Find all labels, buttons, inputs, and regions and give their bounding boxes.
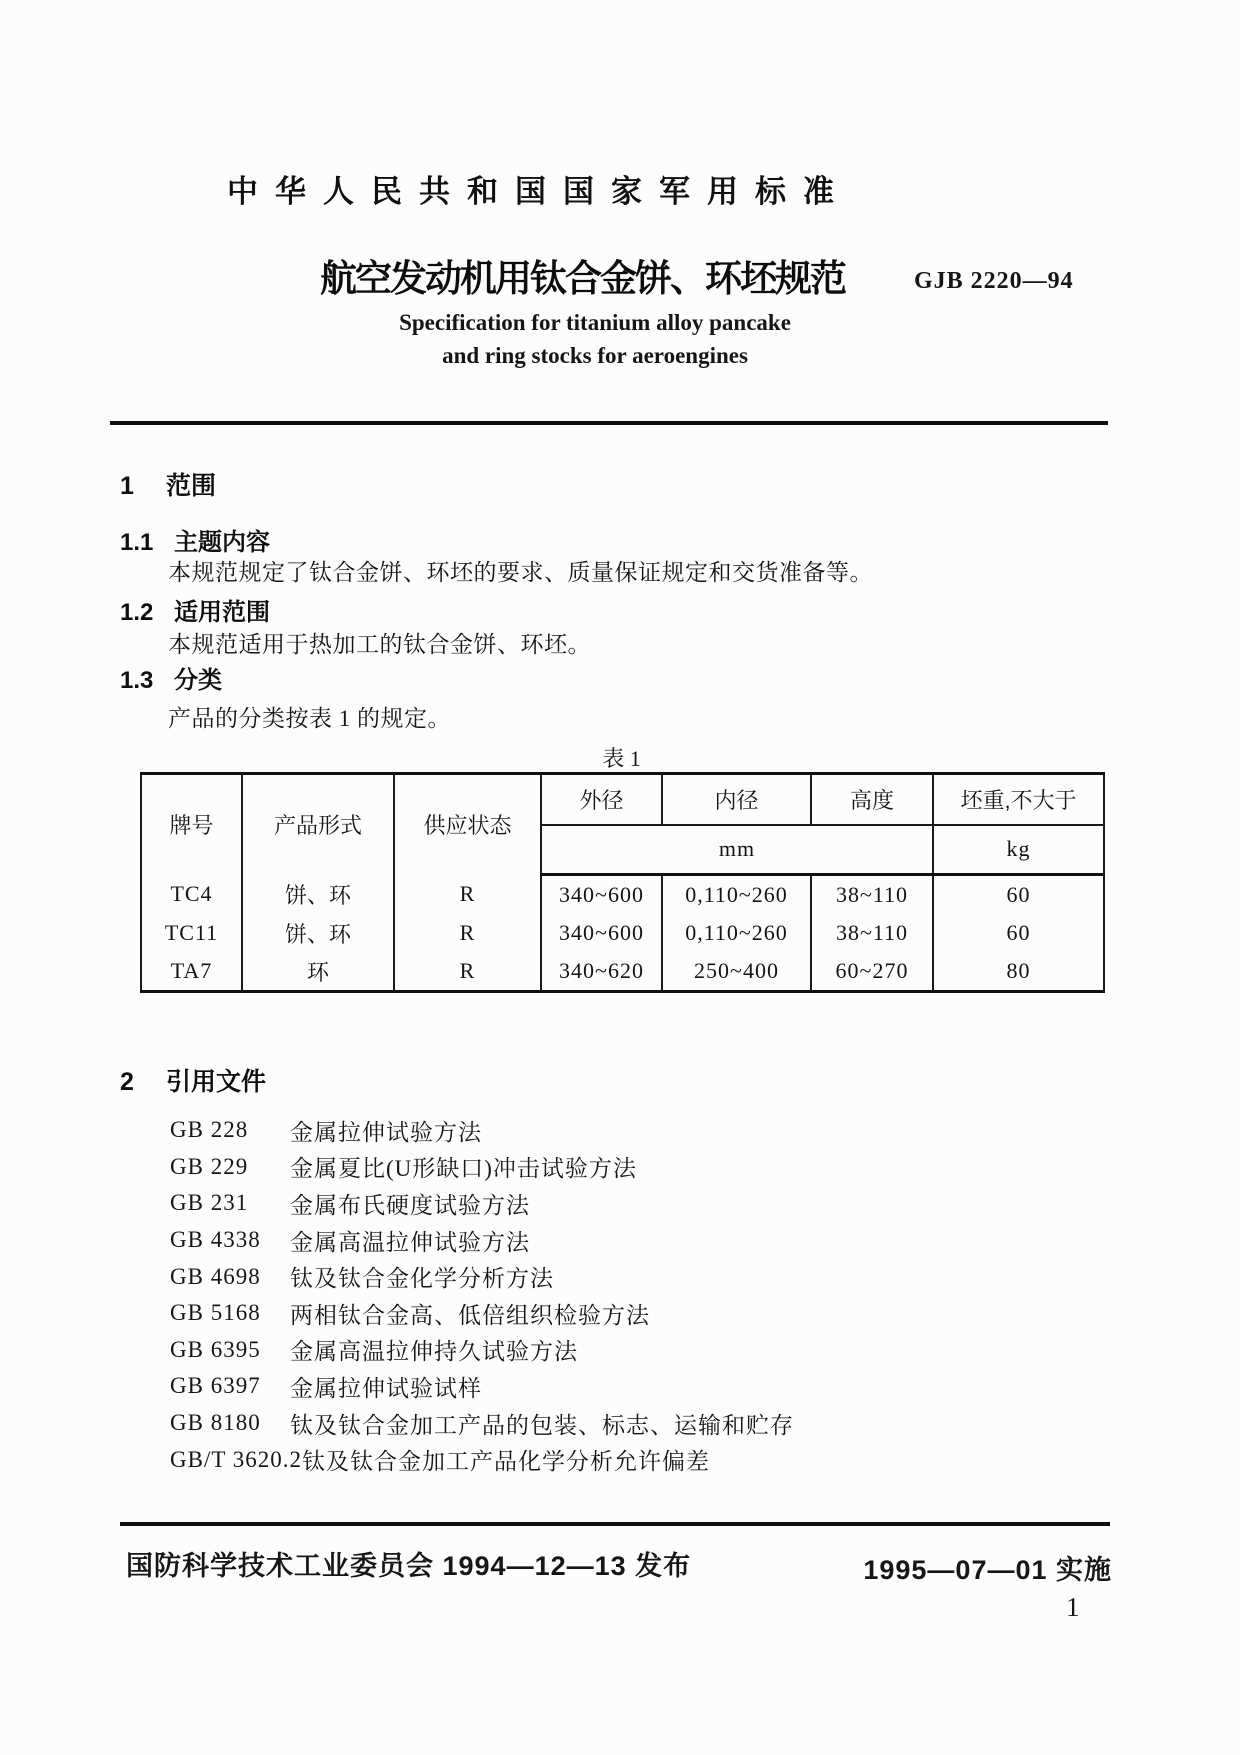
reference-code: GB 4338 xyxy=(170,1227,261,1253)
cell-form: 饼、环 xyxy=(242,875,394,914)
reference-title: 金属夏比(U形缺口)冲击试验方法 xyxy=(290,1156,637,1182)
col-header-outer-diameter: 外径 xyxy=(541,774,662,825)
reference-code: GB 4698 xyxy=(170,1263,261,1289)
page-number: 1 xyxy=(1066,1592,1080,1622)
document-title-en-line1: Specification for titanium alloy pancake xyxy=(399,310,791,335)
reference-code: GB 6395 xyxy=(170,1336,261,1362)
cell-weight: 60 xyxy=(933,875,1104,914)
col-header-grade: 牌号 xyxy=(141,774,242,875)
cell-id: 0,110~260 xyxy=(662,914,811,953)
section-1-heading xyxy=(120,466,216,502)
footer-divider-rule xyxy=(120,1522,1110,1526)
table-row xyxy=(141,914,1104,953)
table-row xyxy=(141,953,1104,992)
list-item xyxy=(170,1112,930,1149)
classification-table xyxy=(140,772,1105,993)
cell-form: 环 xyxy=(242,953,394,992)
reference-title: 金属高温拉伸持久试验方法 xyxy=(290,1339,578,1365)
cell-grade: TC11 xyxy=(141,914,242,953)
section-1-3-heading xyxy=(120,660,222,695)
col-header-height: 高度 xyxy=(811,774,933,825)
standard-number: GJB 2220—94 xyxy=(914,268,1074,294)
reference-title: 金属布氏硬度试验方法 xyxy=(290,1192,530,1218)
reference-code: GB 6397 xyxy=(170,1373,261,1399)
cell-form: 饼、环 xyxy=(242,914,394,953)
cell-id: 0,110~260 xyxy=(662,875,811,914)
footer-implementation-date: 1995—07—01 实施 xyxy=(863,1555,1112,1585)
cell-id: 250~400 xyxy=(662,953,811,992)
cell-weight: 80 xyxy=(933,953,1104,992)
list-item xyxy=(170,1185,930,1222)
unit-mm: mm xyxy=(541,825,933,875)
section-1-3-paragraph: 产品的分类按表 1 的规定。 xyxy=(168,706,451,731)
table-1-caption: 表 1 xyxy=(602,746,641,771)
reference-code: GB/T 3620.2 xyxy=(170,1446,302,1472)
list-item xyxy=(170,1149,930,1186)
cell-grade: TC4 xyxy=(141,875,242,914)
section-2-heading xyxy=(120,1062,266,1098)
section-1-2-title: 适用范围 xyxy=(174,599,270,626)
section-2-number: 2 xyxy=(120,1068,134,1096)
document-title-en-line2: and ring stocks for aeroengines xyxy=(442,343,748,368)
document-title-cn: 航空发动机用钛合金饼、环坯规范 xyxy=(320,258,845,299)
section-1-1-number: 1.1 xyxy=(120,529,154,556)
cell-state: R xyxy=(394,875,541,914)
section-1-2-paragraph: 本规范适用于热加工的钛合金饼、环坯。 xyxy=(168,632,591,657)
referenced-documents-list xyxy=(170,1112,930,1478)
cell-od: 340~600 xyxy=(541,914,662,953)
reference-code: GB 5168 xyxy=(170,1300,261,1326)
reference-title: 钛及钛合金加工产品化学分析允许偏差 xyxy=(301,1449,710,1475)
section-1-2-heading xyxy=(120,592,270,627)
section-1-3-number: 1.3 xyxy=(120,667,154,694)
reference-title: 金属拉伸试验方法 xyxy=(290,1119,482,1145)
section-2-title: 引用文件 xyxy=(166,1068,267,1096)
list-item xyxy=(170,1441,930,1478)
col-header-inner-diameter: 内径 xyxy=(662,774,811,825)
cell-od: 340~600 xyxy=(541,875,662,914)
cell-height: 38~110 xyxy=(811,875,933,914)
col-header-weight: 坯重,不大于 xyxy=(933,774,1104,825)
national-standard-header: 中华人民共和国国家军用标准 xyxy=(227,174,851,209)
list-item xyxy=(170,1258,930,1295)
cell-state: R xyxy=(394,953,541,992)
section-1-1-title: 主题内容 xyxy=(174,529,270,556)
reference-code: GB 231 xyxy=(170,1190,249,1216)
cell-od: 340~620 xyxy=(541,953,662,992)
reference-code: GB 8180 xyxy=(170,1410,261,1436)
list-item xyxy=(170,1368,930,1405)
list-item xyxy=(170,1332,930,1369)
section-1-1-paragraph: 本规范规定了钛合金饼、环坯的要求、质量保证规定和交货准备等。 xyxy=(168,560,873,585)
cell-state: R xyxy=(394,914,541,953)
list-item xyxy=(170,1222,930,1259)
section-1-number: 1 xyxy=(120,472,134,500)
reference-title: 两相钛合金高、低倍组织检验方法 xyxy=(290,1302,650,1328)
cell-grade: TA7 xyxy=(141,953,242,992)
footer-issued-by: 国防科学技术工业委员会 1994—12—13 发布 xyxy=(126,1551,692,1581)
reference-code: GB 228 xyxy=(170,1117,249,1143)
cell-height: 38~110 xyxy=(811,914,933,953)
reference-code: GB 229 xyxy=(170,1153,249,1179)
section-1-2-number: 1.2 xyxy=(120,599,154,626)
section-1-3-title: 分类 xyxy=(174,667,222,694)
reference-title: 钛及钛合金化学分析方法 xyxy=(290,1266,554,1292)
col-header-state: 供应状态 xyxy=(394,774,541,875)
section-1-1-heading xyxy=(120,522,270,557)
cell-weight: 60 xyxy=(933,914,1104,953)
unit-kg: kg xyxy=(933,825,1104,875)
list-item xyxy=(170,1405,930,1442)
header-divider-rule xyxy=(110,421,1108,425)
section-1-title: 范围 xyxy=(166,472,217,500)
table-row xyxy=(141,875,1104,914)
reference-title: 金属高温拉伸试验方法 xyxy=(290,1229,530,1255)
reference-title: 金属拉伸试验试样 xyxy=(290,1375,482,1401)
cell-height: 60~270 xyxy=(811,953,933,992)
col-header-form: 产品形式 xyxy=(242,774,394,875)
list-item xyxy=(170,1295,930,1332)
reference-title: 钛及钛合金加工产品的包装、标志、运输和贮存 xyxy=(290,1412,794,1438)
